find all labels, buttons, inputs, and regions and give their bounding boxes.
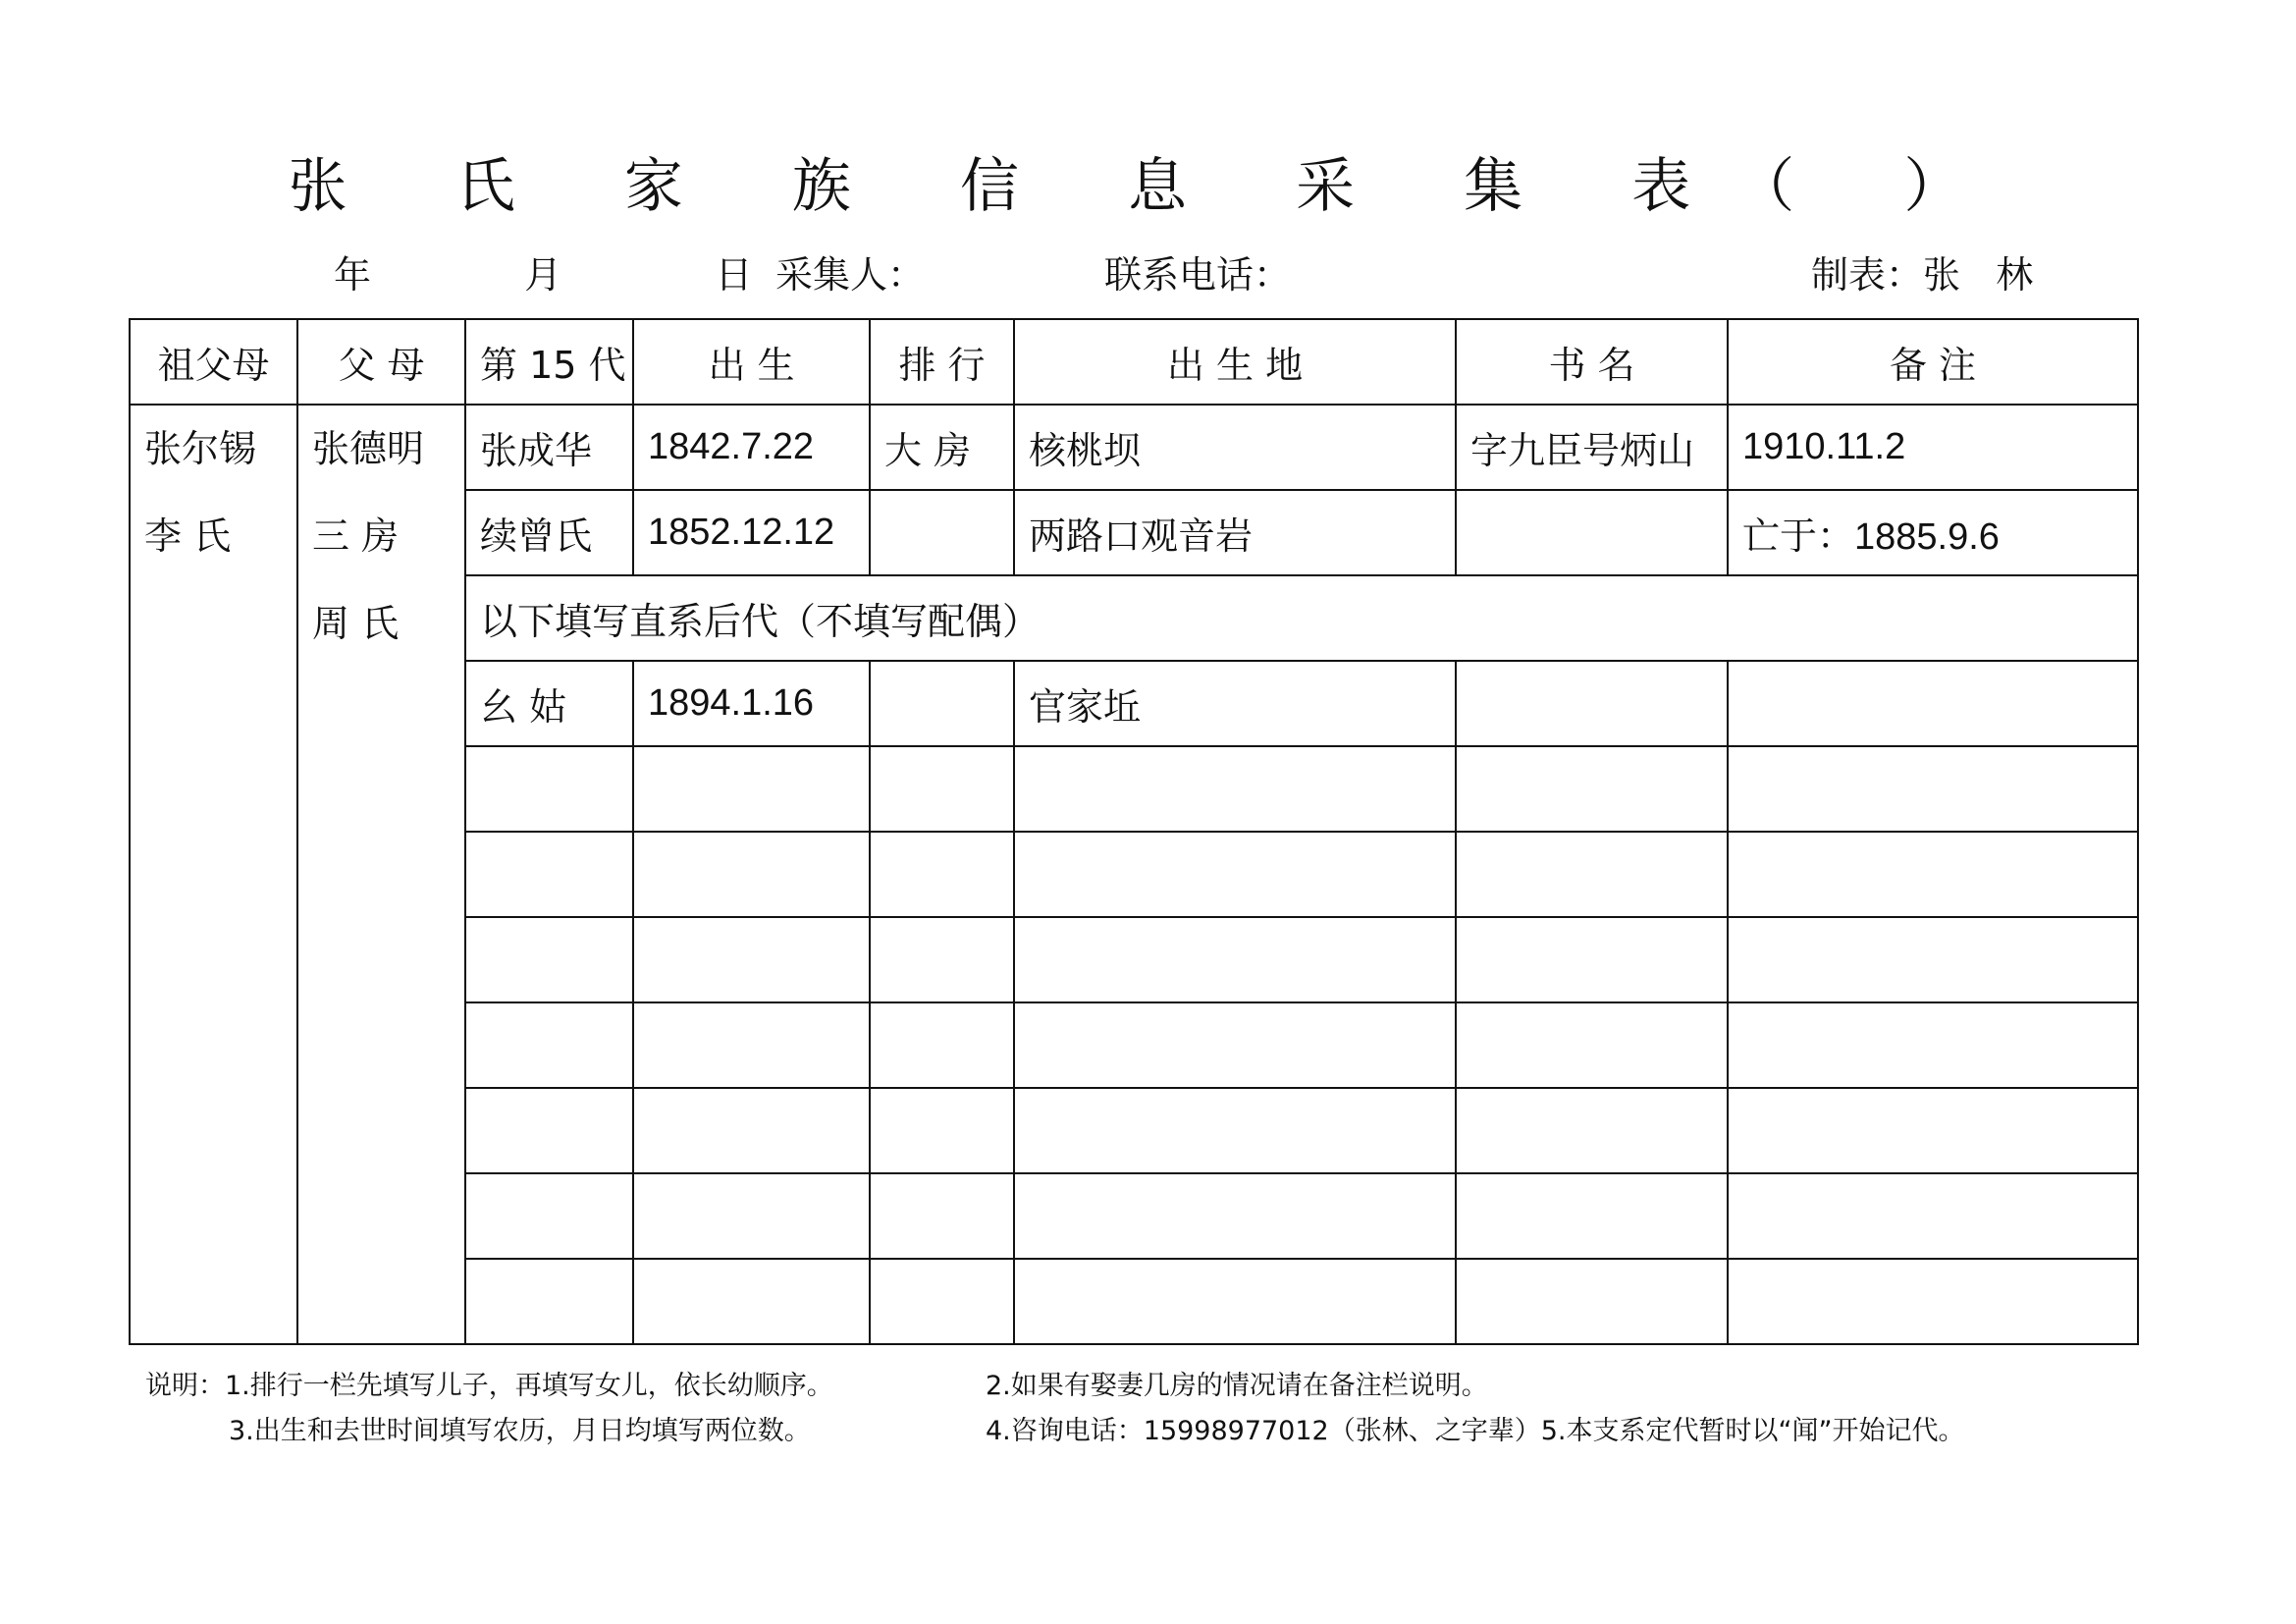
rank-cell — [870, 490, 1014, 575]
note-line-2-left: 3.出生和去世时间填写农历，月日均填写两位数。 — [229, 1416, 811, 1446]
remarks-cell — [1728, 1002, 2138, 1088]
rank-cell — [870, 1259, 1014, 1344]
book-name-cell — [1456, 1088, 1728, 1173]
header-remarks: 备 注 — [1728, 319, 2138, 405]
book-name-cell — [1456, 1259, 1728, 1344]
birthplace-cell — [1014, 1002, 1456, 1088]
parents-cell — [297, 405, 465, 1344]
rank-cell — [870, 832, 1014, 917]
name-cell: 幺 姑 — [465, 661, 633, 746]
rank-cell: 大 房 — [870, 405, 1014, 490]
rank-cell — [870, 1088, 1014, 1173]
birth-cell — [633, 1173, 870, 1259]
grandparent-name: 张尔锡 — [144, 427, 257, 470]
birthplace-cell — [1014, 917, 1456, 1002]
birthplace-cell — [1014, 1259, 1456, 1344]
birth-cell — [633, 832, 870, 917]
grandparents-cell — [130, 405, 297, 1344]
remarks-cell — [1728, 1088, 2138, 1173]
name-cell — [465, 1259, 633, 1344]
phone-label: 联系电话： — [1104, 253, 1292, 297]
book-name-cell — [1456, 661, 1728, 746]
birth-cell: 1894.1.16 — [633, 661, 870, 746]
birth-cell — [633, 1259, 870, 1344]
birth-cell: 1852.12.12 — [633, 490, 870, 575]
rank-cell — [870, 661, 1014, 746]
book-name-cell: 字九臣号炳山 — [1456, 405, 1728, 490]
name-cell — [465, 1173, 633, 1259]
remarks-cell — [1728, 661, 2138, 746]
birth-cell — [633, 1088, 870, 1173]
header-book-name: 书 名 — [1456, 319, 1728, 405]
rank-cell — [870, 1002, 1014, 1088]
remarks-cell: 亡于：1885.9.6 — [1728, 490, 2138, 575]
form-title: 张 氏 家 族 信 息 采 集 表（ ） — [288, 152, 2008, 221]
parent-house: 三 房 — [312, 514, 400, 558]
remarks-cell — [1728, 746, 2138, 832]
remarks-cell — [1728, 1173, 2138, 1259]
date-label: 年 月 日 — [334, 253, 753, 297]
header-parents: 父 母 — [297, 319, 465, 405]
note-line-1-left: 说明：1.排行一栏先填写儿子，再填写女儿，依长幼顺序。 — [145, 1371, 833, 1401]
rank-cell — [870, 917, 1014, 1002]
book-name-cell — [1456, 917, 1728, 1002]
grandparent-name: 李 氏 — [144, 514, 232, 558]
header-grandparents: 祖父母 — [130, 319, 297, 405]
note-line-2-right: 4.咨询电话：15998977012（张林、之字辈）5.本支系定代暂时以“闻”开始记代。 — [986, 1416, 1965, 1446]
book-name-cell — [1456, 1173, 1728, 1259]
remarks-cell — [1728, 1259, 2138, 1344]
header-birth: 出 生 — [633, 319, 870, 405]
rank-cell — [870, 1173, 1014, 1259]
note-line-1-right: 2.如果有娶妻几房的情况请在备注栏说明。 — [986, 1371, 1488, 1401]
header-birthplace: 出 生 地 — [1014, 319, 1456, 405]
parent-name: 周 氏 — [312, 602, 400, 645]
header-rank: 排 行 — [870, 319, 1014, 405]
birthplace-cell — [1014, 832, 1456, 917]
book-name-cell — [1456, 490, 1728, 575]
remarks-cell — [1728, 917, 2138, 1002]
table-row — [130, 405, 2138, 490]
rank-cell — [870, 746, 1014, 832]
birthplace-cell — [1014, 1173, 1456, 1259]
name-cell — [465, 1002, 633, 1088]
birth-cell — [633, 746, 870, 832]
remarks-cell: 1910.11.2 — [1728, 405, 2138, 490]
name-cell — [465, 746, 633, 832]
birthplace-cell — [1014, 1088, 1456, 1173]
name-cell — [465, 832, 633, 917]
header-generation: 第 15 代 — [465, 319, 633, 405]
birthplace-cell: 官家坵 — [1014, 661, 1456, 746]
name-cell — [465, 1088, 633, 1173]
birthplace-cell: 两路口观音岩 — [1014, 490, 1456, 575]
birth-cell — [633, 917, 870, 1002]
birthplace-cell: 核桃坝 — [1014, 405, 1456, 490]
name-cell — [465, 917, 633, 1002]
name-cell: 续曾氏 — [465, 490, 633, 575]
family-info-table — [129, 318, 2139, 1345]
maker-label: 制表：张 林 — [1811, 253, 2034, 297]
collector-label: 采集人： — [775, 253, 926, 297]
book-name-cell — [1456, 832, 1728, 917]
instruction-cell: 以下填写直系后代（不填写配偶） — [465, 575, 2138, 661]
book-name-cell — [1456, 746, 1728, 832]
birth-cell: 1842.7.22 — [633, 405, 870, 490]
book-name-cell — [1456, 1002, 1728, 1088]
remarks-cell — [1728, 832, 2138, 917]
parent-name: 张德明 — [312, 427, 425, 470]
birth-cell — [633, 1002, 870, 1088]
name-cell: 张成华 — [465, 405, 633, 490]
birthplace-cell — [1014, 746, 1456, 832]
header-row — [130, 319, 2138, 405]
